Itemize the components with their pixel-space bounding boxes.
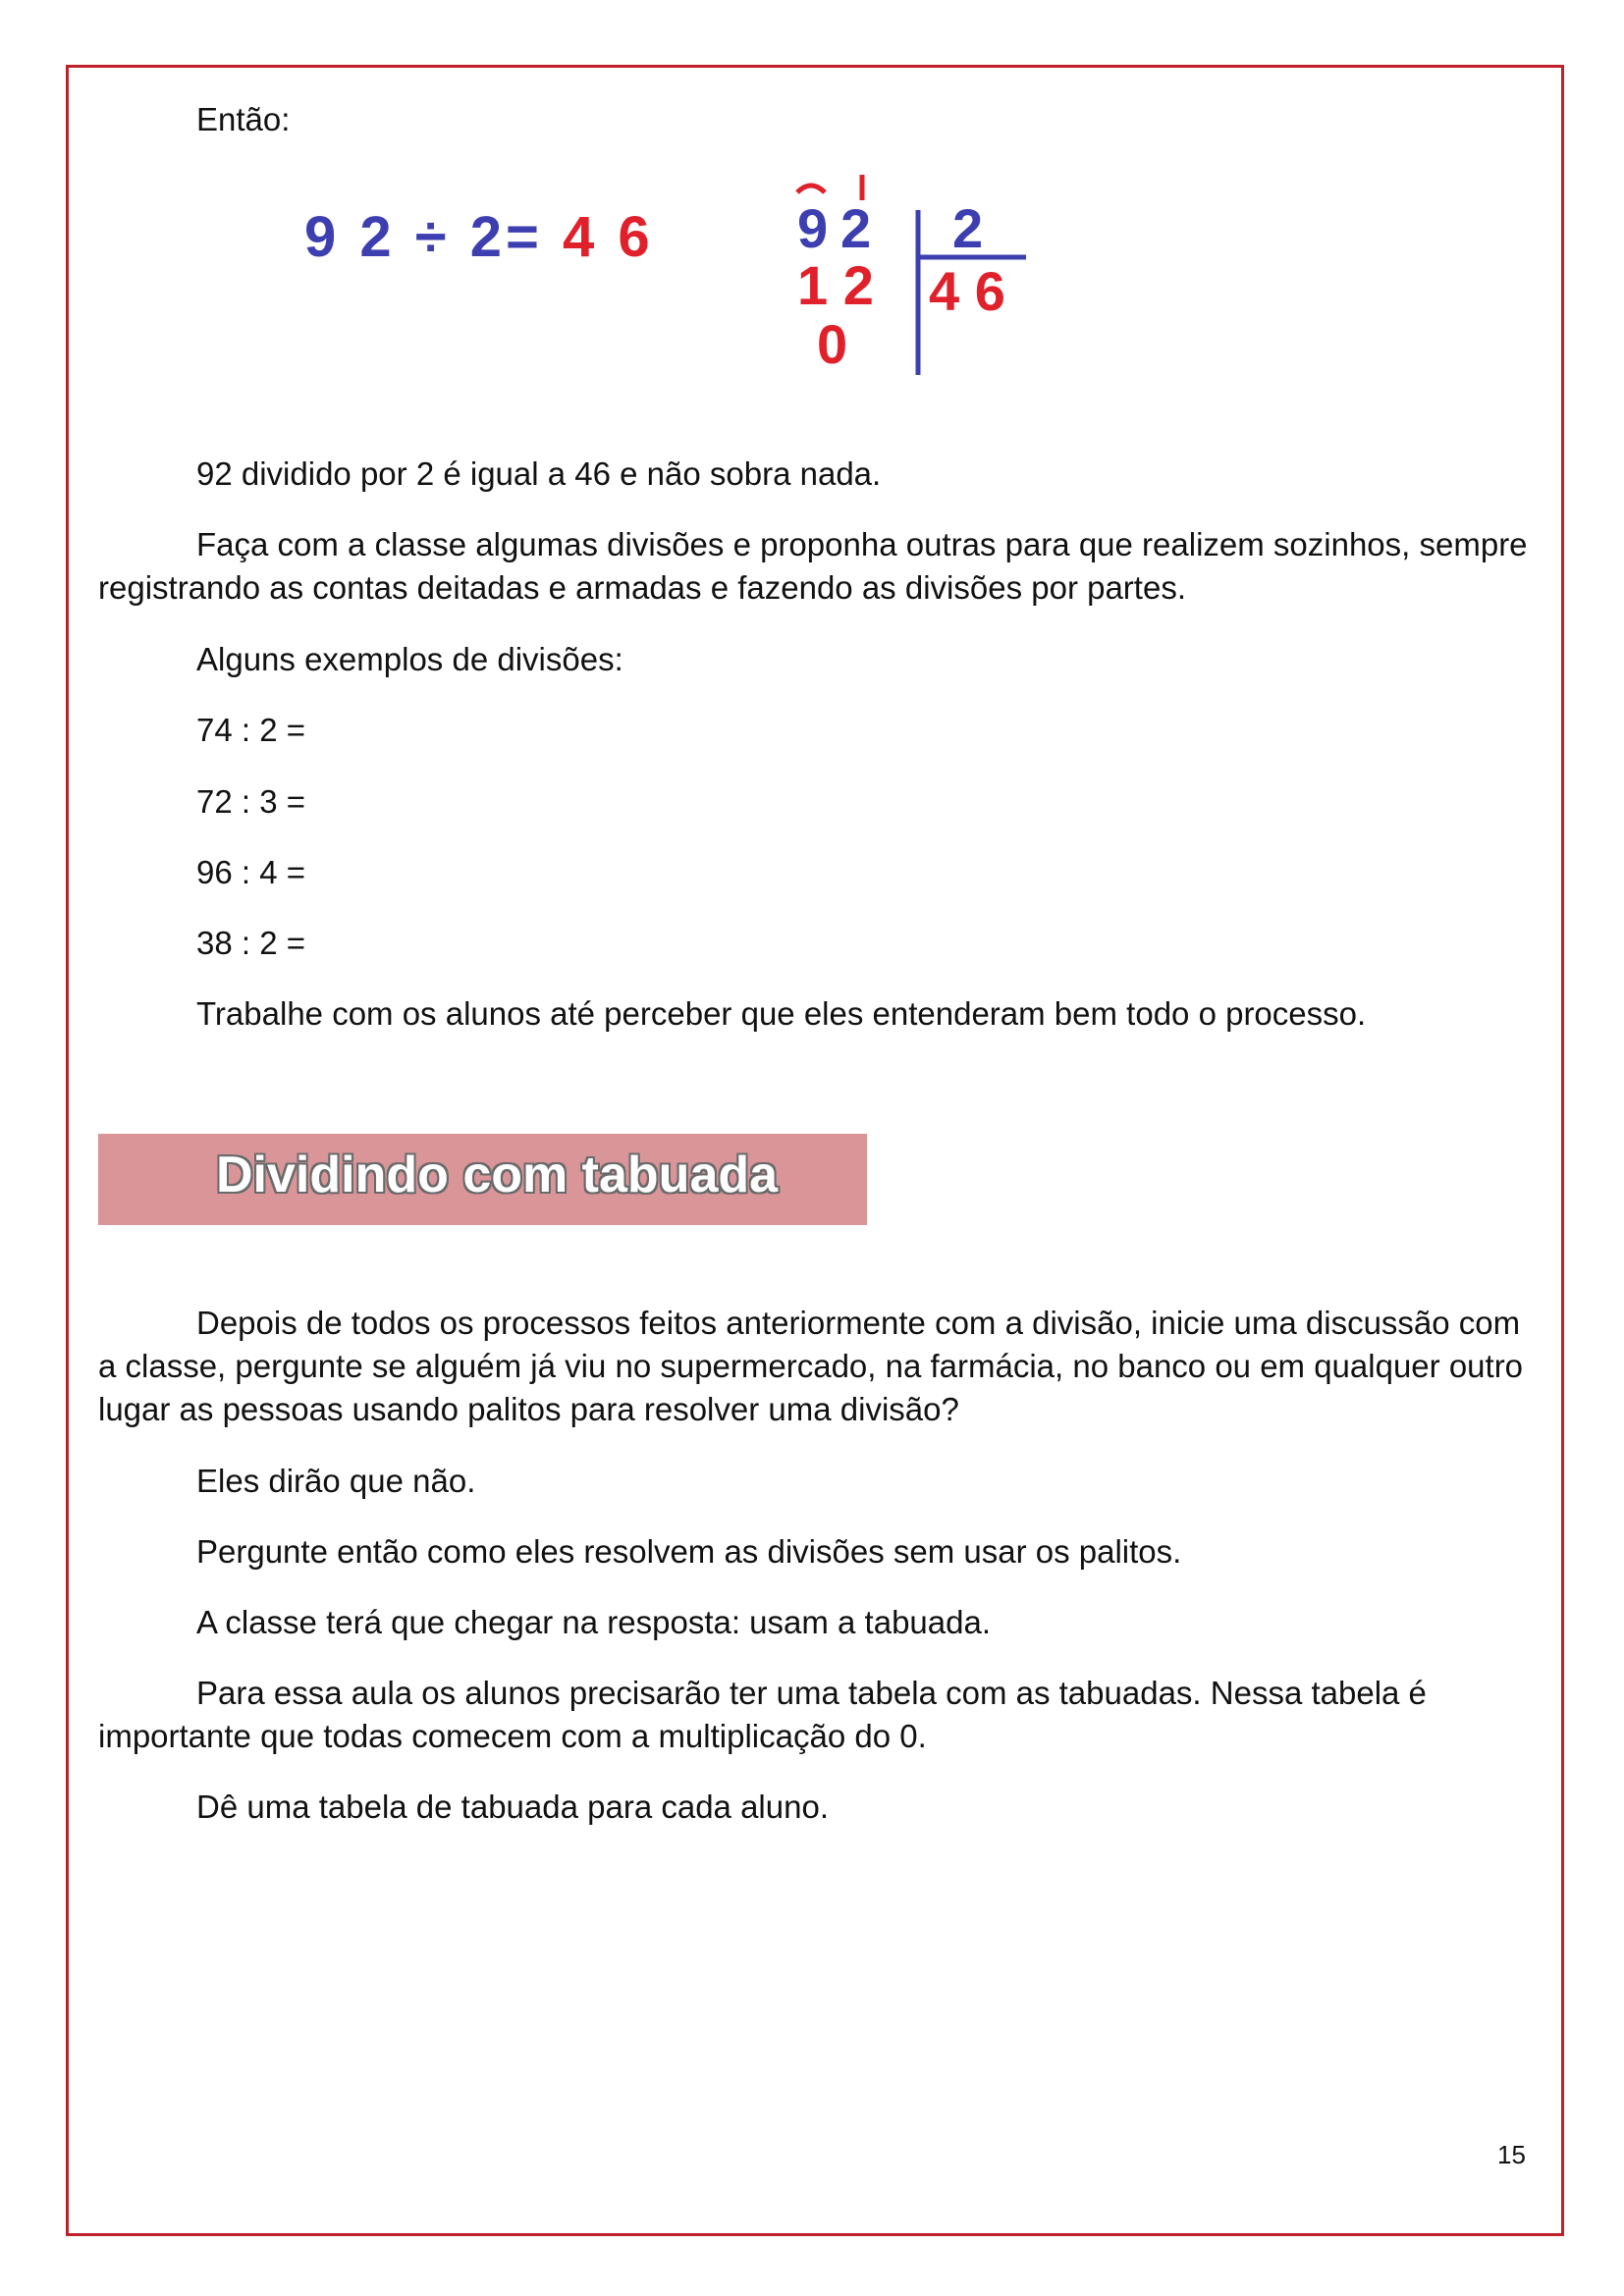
paragraph: Eles dirão que não. <box>196 1463 476 1499</box>
paragraph: Pergunte então como eles resolvem as divisões sem usar os palitos. <box>196 1533 1182 1570</box>
long-division-quotient: 4 6 <box>929 260 1005 322</box>
paragraph: Alguns exemplos de divisões: <box>196 641 623 677</box>
paragraph: Trabalhe com os alunos até perceber que eles entenderam bem todo o processo. <box>196 995 1367 1032</box>
long-division-divisor: 2 <box>952 197 984 259</box>
equation-divide-sign: ÷ <box>414 205 451 269</box>
equation-dividend: 9 2 <box>304 205 396 269</box>
paragraph: Dê uma tabela de tabuada para cada aluno. <box>196 1789 829 1825</box>
paragraph: 92 dividido por 2 é igual a 46 e não sobra nada. <box>196 455 882 492</box>
equation-divisor: 2 <box>469 205 506 269</box>
borrow-arc <box>797 186 825 192</box>
paragraph: Faça com a classe algumas divisões e proponha outras para que realizem sozinhos, sempre registrando as contas deitadas e armadas e fazendo as divisões por partes. <box>98 526 1528 606</box>
example-division: 96 : 4 = <box>196 854 306 890</box>
page-number: 15 <box>1497 2140 1526 2169</box>
example-division: 72 : 3 = <box>196 783 306 820</box>
equation-equals: = <box>506 205 543 269</box>
section-title: Dividindo com tabuada <box>216 1147 779 1203</box>
example-division: 74 : 2 = <box>196 712 306 748</box>
long-division-diagram <box>776 167 1051 393</box>
paragraph: Depois de todos os processos feitos anteriormente com a divisão, inicie uma discussão com a classe, pergunte se alguém já viu no supermercado, na farmácia, no banco ou em qualquer outro lugar as pessoas usando palitos para resolver uma divisão? <box>98 1305 1524 1427</box>
equation-quotient: 4 6 <box>563 205 654 269</box>
partial-dividend: 1 2 <box>797 254 874 316</box>
remainder: 0 <box>817 313 848 375</box>
paragraph: Para essa aula os alunos precisarão ter uma tabela com as tabuadas. Nessa tabela é importante que todas comecem com a multiplicação do 0. <box>98 1675 1427 1754</box>
dividend-tens: 9 <box>797 197 829 259</box>
paragraph: A classe terá que chegar na resposta: usam a tabuada. <box>196 1604 992 1640</box>
division-equation <box>304 204 654 270</box>
example-division: 38 : 2 = <box>196 925 306 961</box>
dividend-units: 2 <box>840 197 872 259</box>
section-banner <box>98 1134 867 1225</box>
intro-text: Então: <box>196 101 291 137</box>
